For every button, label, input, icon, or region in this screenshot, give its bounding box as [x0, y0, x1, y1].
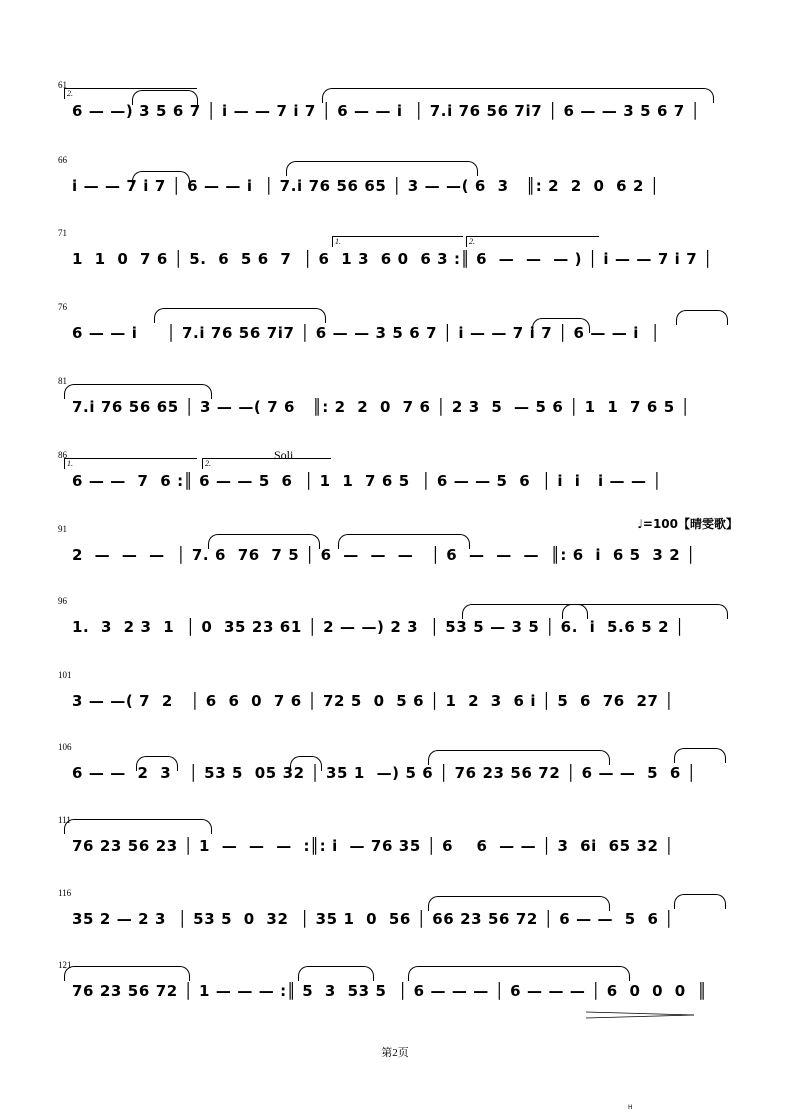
measure-number: 101 — [58, 670, 72, 680]
slur — [64, 819, 212, 834]
staff-row — [58, 742, 742, 802]
staff-row — [58, 448, 742, 510]
notes: 6 — — 2 3 │ 53 5 05 32 │ 35 1 —) 5 6 │ 76 23 56 72 │ 6 — — 5 6 │ — [72, 764, 697, 782]
corner-mark: H — [628, 1104, 633, 1111]
volta-bracket — [64, 458, 197, 469]
volta-label: 2. — [469, 237, 475, 246]
slur — [674, 748, 726, 763]
slur — [298, 966, 374, 981]
measure-number: 116 — [58, 888, 72, 898]
notes: 6 — —) 3 5 6 7 │ i — — 7 i 7 │ 6 — — i │ 7.i 76 56 7i7 │ 6 — — 3 5 6 7 │ — [72, 102, 701, 120]
slur — [64, 384, 212, 399]
measure-number: 96 — [58, 596, 67, 606]
notes: 2 — — — │ 7. 6 76 7 5 │ 6 — — — │ 6 — — — ║: 6 i 6 5 3 2 │ — [72, 546, 696, 564]
notes: 6 — — 7 6 :║ 6 — — 5 6 │ 1 1 7 6 5 │ 6 — — 5 6 │ i i i — — │ — [72, 472, 663, 490]
staff-row — [58, 670, 742, 730]
staff-row — [58, 888, 742, 948]
slur — [154, 308, 326, 323]
staff-row — [58, 80, 742, 140]
volta-label: 2. — [67, 89, 73, 98]
measure-number: 91 — [58, 524, 67, 534]
notes: 1. 3 2 3 1 │ 0 35 23 61 │ 2 — —) 2 3 │ 53 5 — 3 5 │ 6. i 5.6 5 2 │ — [72, 618, 685, 636]
notes: 6 — — i │ 7.i 76 56 7i7 │ 6 — — 3 5 6 7 │ i — — 7 i 7 │ 6 — — i │ — [72, 324, 661, 342]
notes: 76 23 56 23 │ 1 — — — :║: i — 76 35 │ 6 6 — — │ 3 6i 65 32 │ — [72, 837, 674, 855]
notes: 7.i 76 56 65 │ 3 — —( 7 6 ║: 2 2 0 7 6 │ 2 3 5 — 5 6 │ 1 1 7 6 5 │ — [72, 398, 691, 416]
slur — [286, 161, 478, 176]
measure-number: 106 — [58, 742, 72, 752]
volta-bracket — [202, 458, 331, 469]
volta-label: 1. — [335, 237, 341, 246]
page-footer: 第2页 — [381, 1047, 409, 1059]
measure-number: 121 — [58, 960, 72, 970]
slur — [674, 894, 726, 909]
measure-number: 71 — [58, 228, 67, 238]
notes: 35 2 — 2 3 │ 53 5 0 32 │ 35 1 0 56 │ 66 23 56 72 │ 6 — — 5 6 │ — [72, 910, 674, 928]
notes: 76 23 56 72 │ 1 — — — :║ 5 3 53 5 │ 6 — — — │ 6 — — — │ 6 0 0 0 ║ — [72, 982, 708, 1000]
staff-row — [58, 524, 742, 584]
staff-row — [58, 228, 742, 288]
decrescendo-hairpin — [586, 1010, 696, 1020]
staff-row — [58, 596, 742, 656]
notes: i — — 7 i 7 │ 6 — — i │ 7.i 76 56 65 │ 3 — —( 6 3 ║: 2 2 0 6 2 │ — [72, 177, 660, 195]
measure-number: 86 — [58, 450, 67, 460]
volta-label: 2. — [205, 459, 211, 468]
staff-row — [58, 815, 742, 875]
soli-marking: Soli — [274, 448, 294, 462]
tempo-marking: ♩=100【晴雯歌】 — [637, 517, 738, 531]
staff-row — [58, 376, 742, 436]
notes: 1 1 0 7 6 │ 5. 6 5 6 7 │ 6 1 3 6 0 6 3 :║ 6 — — — ) │ i — — 7 i 7 │ — [72, 250, 713, 268]
measure-number: 76 — [58, 302, 67, 312]
staff-row — [58, 302, 742, 362]
slur — [408, 966, 630, 981]
slur — [322, 88, 714, 103]
slur — [428, 896, 610, 911]
slur — [562, 604, 728, 619]
slur — [428, 750, 610, 765]
measure-number: 81 — [58, 376, 67, 386]
staff-row — [58, 155, 742, 215]
measure-number: 61 — [58, 80, 67, 90]
slur — [676, 310, 728, 325]
volta-label: 1. — [67, 459, 73, 468]
staff-row — [58, 960, 742, 1020]
notes: 3 — —( 7 2 │ 6 6 0 7 6 │ 72 5 0 5 6 │ 1 2 3 6 i │ 5 6 76 27 │ — [72, 692, 674, 710]
volta-bracket — [466, 236, 599, 247]
slur — [64, 966, 190, 981]
volta-bracket — [332, 236, 463, 247]
measure-number: 66 — [58, 155, 67, 165]
measure-number: 111 — [58, 815, 71, 825]
